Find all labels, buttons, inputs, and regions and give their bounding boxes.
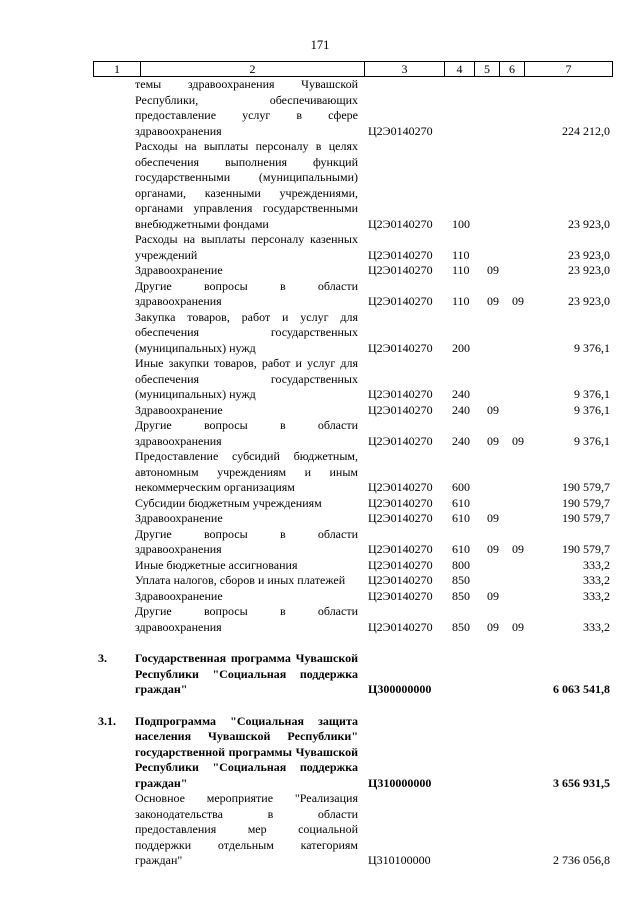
table-row bbox=[0, 651, 640, 698]
header-col-2: 2 bbox=[141, 62, 365, 76]
target-article-code: Ц2Э0140270 bbox=[368, 588, 433, 603]
subsection-code: 09 bbox=[512, 294, 524, 308]
amount-value: 333,2 bbox=[583, 588, 610, 603]
target-article-code: Ц300000000 bbox=[368, 682, 432, 696]
row-number: 3. bbox=[98, 651, 107, 665]
amount-value: 23 923,0 bbox=[568, 294, 610, 308]
page-number: 171 bbox=[310, 38, 330, 52]
target-article-code: Ц2Э0140270 bbox=[368, 340, 433, 355]
row-name: Расходы на выплаты персоналу казенных учреждений bbox=[135, 232, 358, 262]
section-code: 09 bbox=[487, 402, 499, 417]
amount-value: 23 923,0 bbox=[568, 247, 610, 262]
header-col-7: 7 bbox=[565, 62, 572, 76]
expense-type-code: 850 bbox=[452, 619, 470, 634]
table-row bbox=[0, 139, 640, 232]
row-name: Основное мероприятие "Реализация законодательства в области предоставления мер социальной поддержки отдельным категориям граждан" bbox=[135, 791, 358, 867]
target-article-code: Ц310000000 bbox=[368, 775, 432, 790]
expense-type-code: 200 bbox=[452, 340, 470, 355]
amount-value: 23 923,0 bbox=[568, 263, 610, 277]
subsection-code: 09 bbox=[512, 542, 524, 556]
header-col-6: 6 bbox=[500, 62, 525, 76]
table-row bbox=[0, 714, 640, 792]
budget-table-body bbox=[0, 77, 640, 869]
amount-value: 190 579,7 bbox=[562, 511, 610, 525]
subsection-code: 09 bbox=[512, 619, 524, 634]
target-article-code: Ц310100000 bbox=[368, 853, 431, 867]
table-row bbox=[0, 310, 640, 357]
target-article-code: Ц2Э0140270 bbox=[368, 123, 433, 138]
expense-type-code: 610 bbox=[452, 511, 470, 525]
table-row bbox=[0, 403, 640, 419]
expense-type-code: 610 bbox=[452, 542, 470, 556]
expense-type-code: 850 bbox=[452, 588, 470, 603]
amount-value: 333,2 bbox=[583, 619, 610, 634]
table-row bbox=[0, 604, 640, 635]
target-article-code: Ц2Э0140270 bbox=[368, 511, 433, 525]
row-name: Подпрограмма "Социальная защита населения Чувашской Республики" государственной программы Чувашской Республики "Социальная поддержка граждан" bbox=[135, 713, 358, 790]
expense-type-code: 110 bbox=[452, 247, 470, 262]
table-row bbox=[0, 418, 640, 449]
target-article-code: Ц2Э0140270 bbox=[368, 216, 433, 231]
row-name: Субсидии бюджетным учреждениям bbox=[135, 495, 322, 510]
expense-type-code: 240 bbox=[452, 387, 470, 401]
expense-type-code: 800 bbox=[452, 557, 470, 572]
target-article-code: Ц2Э0140270 bbox=[368, 387, 433, 401]
target-article-code: Ц2Э0140270 bbox=[368, 402, 433, 417]
expense-type-code: 600 bbox=[452, 480, 470, 494]
header-col-1: 1 bbox=[94, 62, 141, 76]
amount-value: 333,2 bbox=[583, 557, 610, 572]
amount-value: 9 376,1 bbox=[574, 340, 610, 355]
row-name: Государственная программа Чувашской Республики "Социальная поддержка граждан" bbox=[135, 651, 358, 696]
row-name: Здравоохранение bbox=[135, 511, 223, 525]
table-row bbox=[0, 496, 640, 512]
row-name: Здравоохранение bbox=[135, 588, 223, 603]
table-row bbox=[0, 263, 640, 279]
table-row bbox=[0, 279, 640, 310]
amount-value: 190 579,7 bbox=[562, 495, 610, 510]
row-name: Расходы на выплаты персоналу в целях обеспечения выполнения функций государственными (муниципальными) органами, казенными учреждениями, органами управления государственными внебюджетными фондами bbox=[135, 139, 358, 231]
amount-value: 9 376,1 bbox=[574, 402, 610, 417]
amount-value: 23 923,0 bbox=[568, 216, 610, 231]
expense-type-code: 100 bbox=[452, 216, 470, 231]
amount-value: 6 063 541,8 bbox=[553, 682, 610, 696]
target-article-code: Ц2Э0140270 bbox=[368, 247, 433, 262]
section-code: 09 bbox=[487, 619, 499, 634]
table-header bbox=[93, 61, 613, 77]
amount-value: 9 376,1 bbox=[574, 433, 610, 448]
row-name: Другие вопросы в области здравоохранения bbox=[135, 604, 358, 634]
expense-type-code: 610 bbox=[452, 495, 470, 510]
amount-value: 2 736 056,8 bbox=[553, 853, 610, 867]
section-code: 09 bbox=[487, 588, 499, 603]
row-name: Другие вопросы в области здравоохранения bbox=[135, 418, 358, 448]
expense-type-code: 850 bbox=[452, 573, 470, 587]
target-article-code: Ц2Э0140270 bbox=[368, 263, 433, 277]
row-number: 3.1. bbox=[98, 713, 116, 728]
row-name: Здравоохранение bbox=[135, 263, 223, 277]
amount-value: 9 376,1 bbox=[574, 387, 610, 401]
section-code: 09 bbox=[487, 511, 499, 525]
target-article-code: Ц2Э0140270 bbox=[368, 573, 433, 587]
target-article-code: Ц2Э0140270 bbox=[368, 557, 433, 572]
target-article-code: Ц2Э0140270 bbox=[368, 480, 433, 494]
expense-type-code: 110 bbox=[452, 294, 470, 308]
row-name: Другие вопросы в области здравоохранения bbox=[135, 278, 358, 308]
target-article-code: Ц2Э0140270 bbox=[368, 619, 433, 634]
amount-value: 190 579,7 bbox=[562, 480, 610, 494]
table-row bbox=[0, 77, 640, 139]
table-row bbox=[0, 791, 640, 869]
row-name: Здравоохранение bbox=[135, 402, 223, 417]
expense-type-code: 110 bbox=[452, 263, 470, 277]
table-row bbox=[0, 232, 640, 263]
amount-value: 3 656 931,5 bbox=[553, 775, 610, 790]
amount-value: 190 579,7 bbox=[562, 542, 610, 556]
header-col-4: 4 bbox=[445, 62, 475, 76]
header-col-5: 5 bbox=[475, 62, 500, 76]
section-code: 09 bbox=[487, 433, 499, 448]
row-name: Уплата налогов, сборов и иных платежей bbox=[135, 573, 346, 587]
row-name: Предоставление субсидий бюджетным, автономным учреждениям и иным некоммерческим организациям bbox=[135, 449, 358, 494]
table-row bbox=[0, 511, 640, 527]
table-row bbox=[0, 527, 640, 558]
target-article-code: Ц2Э0140270 bbox=[368, 433, 433, 448]
section-code: 09 bbox=[487, 263, 499, 277]
section-code: 09 bbox=[487, 542, 499, 556]
table-row bbox=[0, 589, 640, 605]
amount-value: 224 212,0 bbox=[562, 123, 610, 138]
expense-type-code: 240 bbox=[452, 402, 470, 417]
table-row bbox=[0, 573, 640, 589]
row-name: Иные закупки товаров, работ и услуг для обеспечения государственных (муниципальных) нужд bbox=[135, 356, 358, 401]
section-code: 09 bbox=[487, 294, 499, 308]
amount-value: 333,2 bbox=[583, 573, 610, 587]
row-name: Иные бюджетные ассигнования bbox=[135, 557, 298, 572]
table-row bbox=[0, 449, 640, 496]
row-name: Другие вопросы в области здравоохранения bbox=[135, 526, 358, 556]
row-name: темы здравоохранения Чувашской Республики, обеспечивающих предоставление услуг в сфере здравоохранения bbox=[135, 77, 358, 138]
target-article-code: Ц2Э0140270 bbox=[368, 542, 433, 556]
target-article-code: Ц2Э0140270 bbox=[368, 495, 433, 510]
header-col-3: 3 bbox=[365, 62, 445, 76]
table-row bbox=[0, 558, 640, 574]
row-name: Закупка товаров, работ и услуг для обеспечения государственных (муниципальных) нужд bbox=[135, 309, 358, 355]
subsection-code: 09 bbox=[512, 433, 524, 448]
table-row bbox=[0, 356, 640, 403]
expense-type-code: 240 bbox=[452, 433, 470, 448]
target-article-code: Ц2Э0140270 bbox=[368, 294, 433, 308]
